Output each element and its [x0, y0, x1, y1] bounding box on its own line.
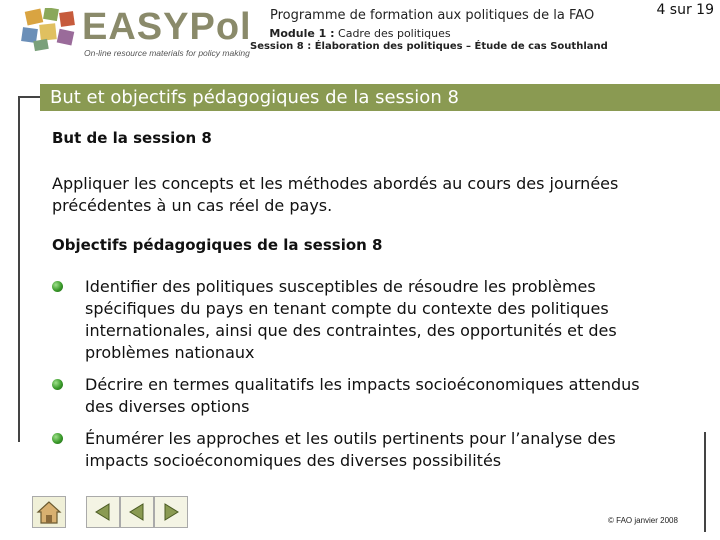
logo-wordmark: EASYPol	[82, 6, 252, 48]
frame-line-left	[18, 96, 20, 442]
logo-tagline: On-line resource materials for policy making	[84, 48, 250, 58]
triangle-left-icon	[121, 497, 153, 527]
home-icon	[33, 497, 65, 527]
next-slide-button[interactable]	[154, 496, 188, 528]
session-title: Session 8 : Élaboration des politiques – Étude de cas Southland	[250, 41, 608, 52]
frame-line-right	[704, 432, 706, 532]
objective-text: Identifier des politiques susceptibles de résoudre les problèmes spécifiques du pays en tenant compte du contexte des politiques internationales, ainsi que des contraintes, des opportunités et des problèmes nationaux	[85, 277, 617, 362]
module-line	[0, 27, 720, 40]
copyright-footer: © FAO janvier 2008	[608, 516, 678, 525]
back-button[interactable]	[120, 496, 154, 528]
objective-text: Énumérer les approches et les outils pertinents pour l’analyse des impacts socioéconomiques des diverses possibilités	[85, 429, 616, 470]
slide-title-bar	[40, 84, 720, 111]
programme-title: Programme de formation aux politiques de la FAO	[270, 8, 595, 23]
slide-title: But et objectifs pédagogiques de la session 8	[50, 87, 459, 108]
module-label: Module 1 :	[269, 27, 335, 40]
objectives-heading: Objectifs pédagogiques de la session 8	[52, 236, 383, 254]
frame-line-top	[18, 96, 40, 98]
goal-heading: But de la session 8	[52, 129, 212, 147]
green-bullet-icon	[52, 379, 63, 390]
previous-slide-button[interactable]	[86, 496, 120, 528]
triangle-left-icon	[87, 497, 119, 527]
home-button[interactable]	[32, 496, 66, 528]
green-bullet-icon	[52, 433, 63, 444]
page-indicator: 4 sur 19	[656, 2, 714, 18]
goal-text: Appliquer les concepts et les méthodes abordés au cours des journées précédentes à un cas réel de pays.	[52, 174, 619, 215]
green-bullet-icon	[52, 281, 63, 292]
triangle-right-icon	[155, 497, 187, 527]
objective-text: Décrire en termes qualitatifs les impacts socioéconomiques attendus des diverses options	[85, 375, 640, 416]
module-title: Cadre des politiques	[338, 27, 451, 40]
